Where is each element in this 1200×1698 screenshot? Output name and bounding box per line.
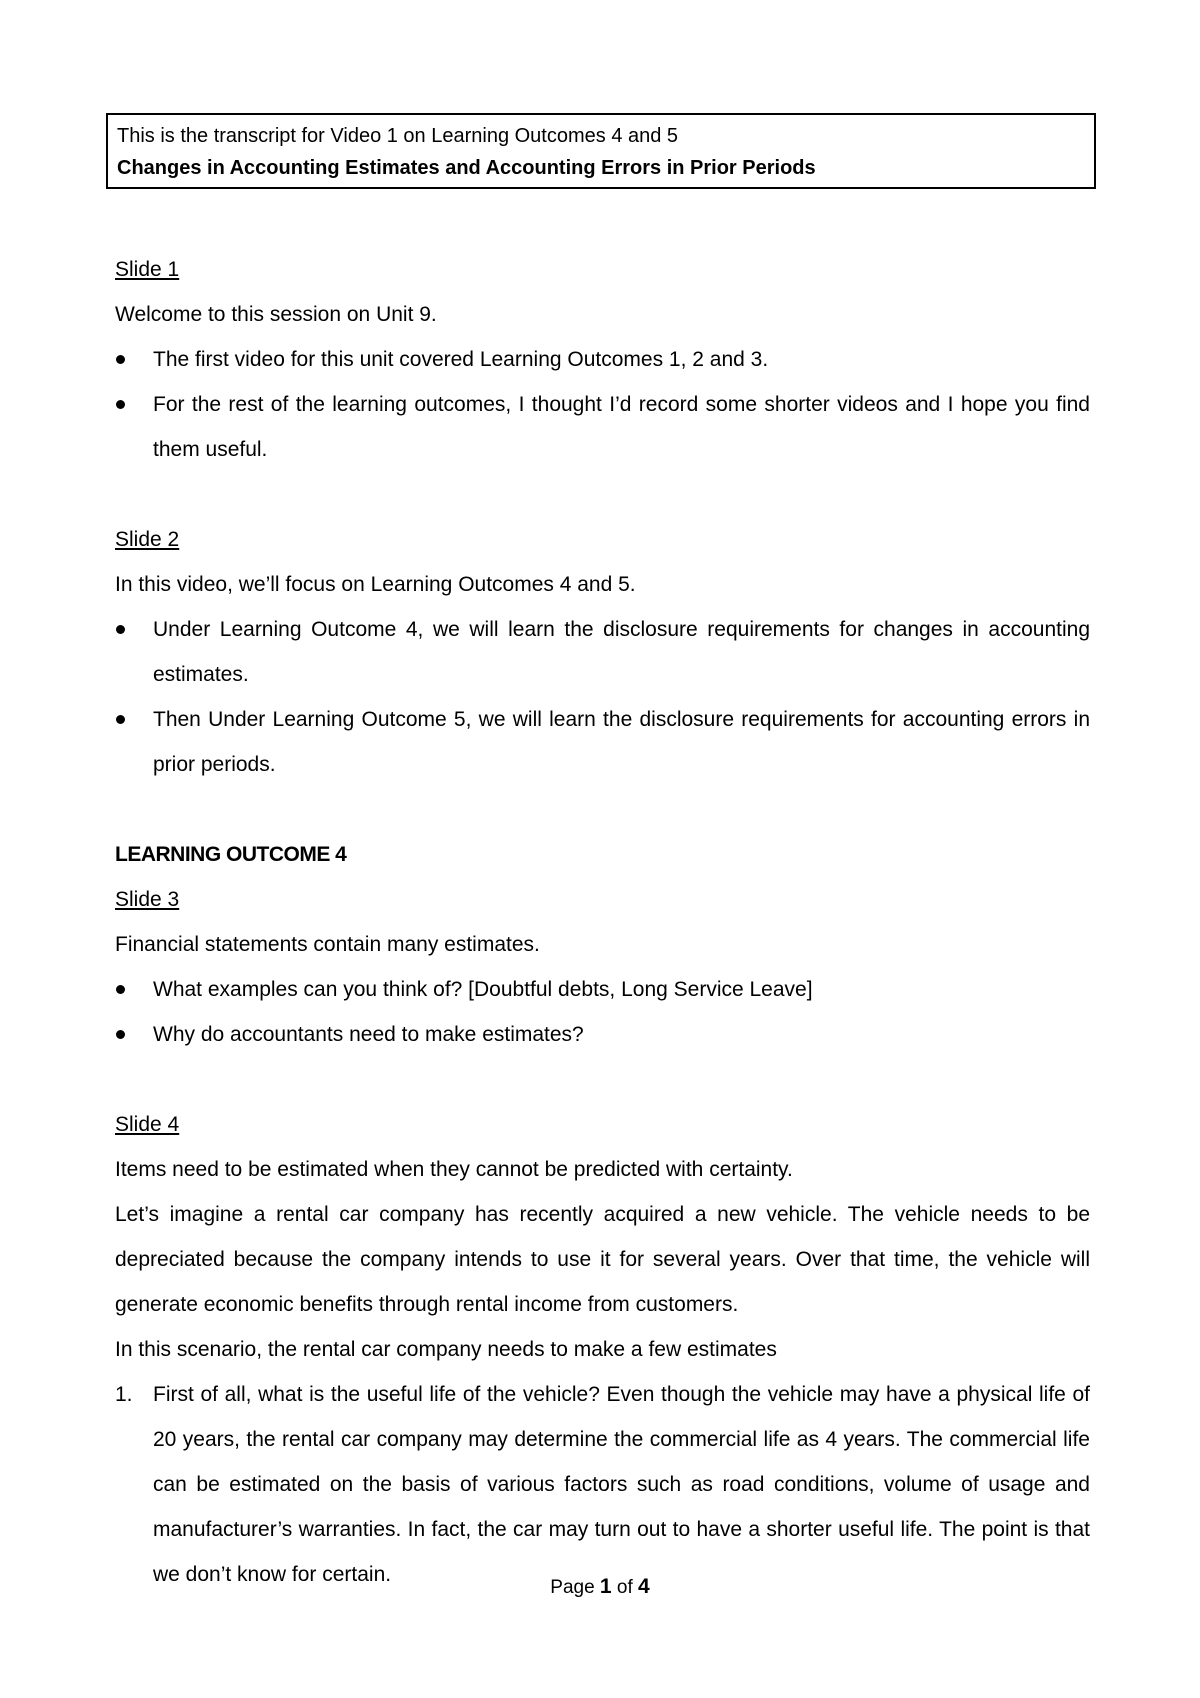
list-item <box>115 697 1090 787</box>
page-total-number: 4 <box>638 1575 650 1598</box>
slide-1-heading: Slide 1 <box>115 258 180 281</box>
page-current-number: 1 <box>599 1575 612 1598</box>
list-item <box>115 382 1090 472</box>
list-item-text: Why do accountants need to make estimates? <box>153 1023 584 1046</box>
slide-4-paragraph-1: Items need to be estimated when they cannot be predicted with certainty. <box>115 1158 793 1181</box>
list-item-text: What examples can you think of? [Doubtful debts, Long Service Leave] <box>153 978 813 1001</box>
bullet-icon <box>116 715 125 724</box>
transcript-title: This is the transcript for Video 1 on Learning Outcomes 4 and 5 <box>117 125 679 147</box>
title-box <box>106 113 1096 189</box>
slide-3-intro: Financial statements contain many estimates. <box>115 933 540 956</box>
list-item-text: For the rest of the learning outcomes, I thought I’d record some shorter videos and I hope you find them useful. <box>153 393 1090 461</box>
slide-3-heading: Slide 3 <box>115 888 180 911</box>
slide-2-bullet-list <box>115 607 1090 787</box>
slide-2-heading: Slide 2 <box>115 528 180 551</box>
spacer <box>115 787 1090 832</box>
list-item <box>115 337 1090 382</box>
slide-2-intro: In this video, we’ll focus on Learning Outcomes 4 and 5. <box>115 573 636 596</box>
spacer <box>115 472 1090 517</box>
slide-4-heading: Slide 4 <box>115 1113 180 1136</box>
list-item-text: The first video for this unit covered Learning Outcomes 1, 2 and 3. <box>153 348 769 371</box>
bullet-icon <box>116 985 125 994</box>
document-body <box>115 247 1090 1597</box>
page-footer <box>0 1572 1200 1603</box>
page-word: Page <box>550 1577 595 1598</box>
slide-1-bullet-list <box>115 337 1090 472</box>
slide-4-numbered-list <box>115 1372 1090 1597</box>
bullet-icon <box>116 625 125 634</box>
transcript-subtitle: Changes in Accounting Estimates and Accounting Errors in Prior Periods <box>117 157 816 179</box>
bullet-icon <box>116 1030 125 1039</box>
slide-4-paragraph-2: Let’s imagine a rental car company has recently acquired a new vehicle. The vehicle needs to be depreciated because the company intends to use it for several years. Over that time, the vehicle will generate economic benefits through rental income from customers. <box>115 1203 1090 1316</box>
list-item <box>115 1012 1090 1057</box>
list-number: 1. <box>115 1383 133 1406</box>
list-item-text: First of all, what is the useful life of the vehicle? Even though the vehicle may have a physical life of 20 years, the rental car company may determine the commercial life as 4 years. The commercial life can be estimated on the basis of various factors such as road conditions, volume of usage and manufacturer’s warranties. In fact, the car may turn out to have a shorter useful life. The point is that we don’t know for certain. <box>153 1383 1090 1586</box>
bullet-icon <box>116 355 125 364</box>
slide-4-paragraph-3: In this scenario, the rental car company needs to make a few estimates <box>115 1338 777 1361</box>
list-item <box>115 967 1090 1012</box>
slide-1-intro: Welcome to this session on Unit 9. <box>115 303 437 326</box>
list-item-text: Then Under Learning Outcome 5, we will learn the disclosure requirements for accounting errors in prior periods. <box>153 708 1090 776</box>
learning-outcome-4-heading: LEARNING OUTCOME 4 <box>115 843 347 866</box>
of-word: of <box>616 1577 633 1598</box>
bullet-icon <box>116 400 125 409</box>
list-item-text: Under Learning Outcome 4, we will learn the disclosure requirements for changes in accounting estimates. <box>153 618 1090 686</box>
slide-3-bullet-list <box>115 967 1090 1057</box>
spacer <box>115 1057 1090 1102</box>
list-item <box>115 607 1090 697</box>
list-item <box>115 1372 1090 1597</box>
